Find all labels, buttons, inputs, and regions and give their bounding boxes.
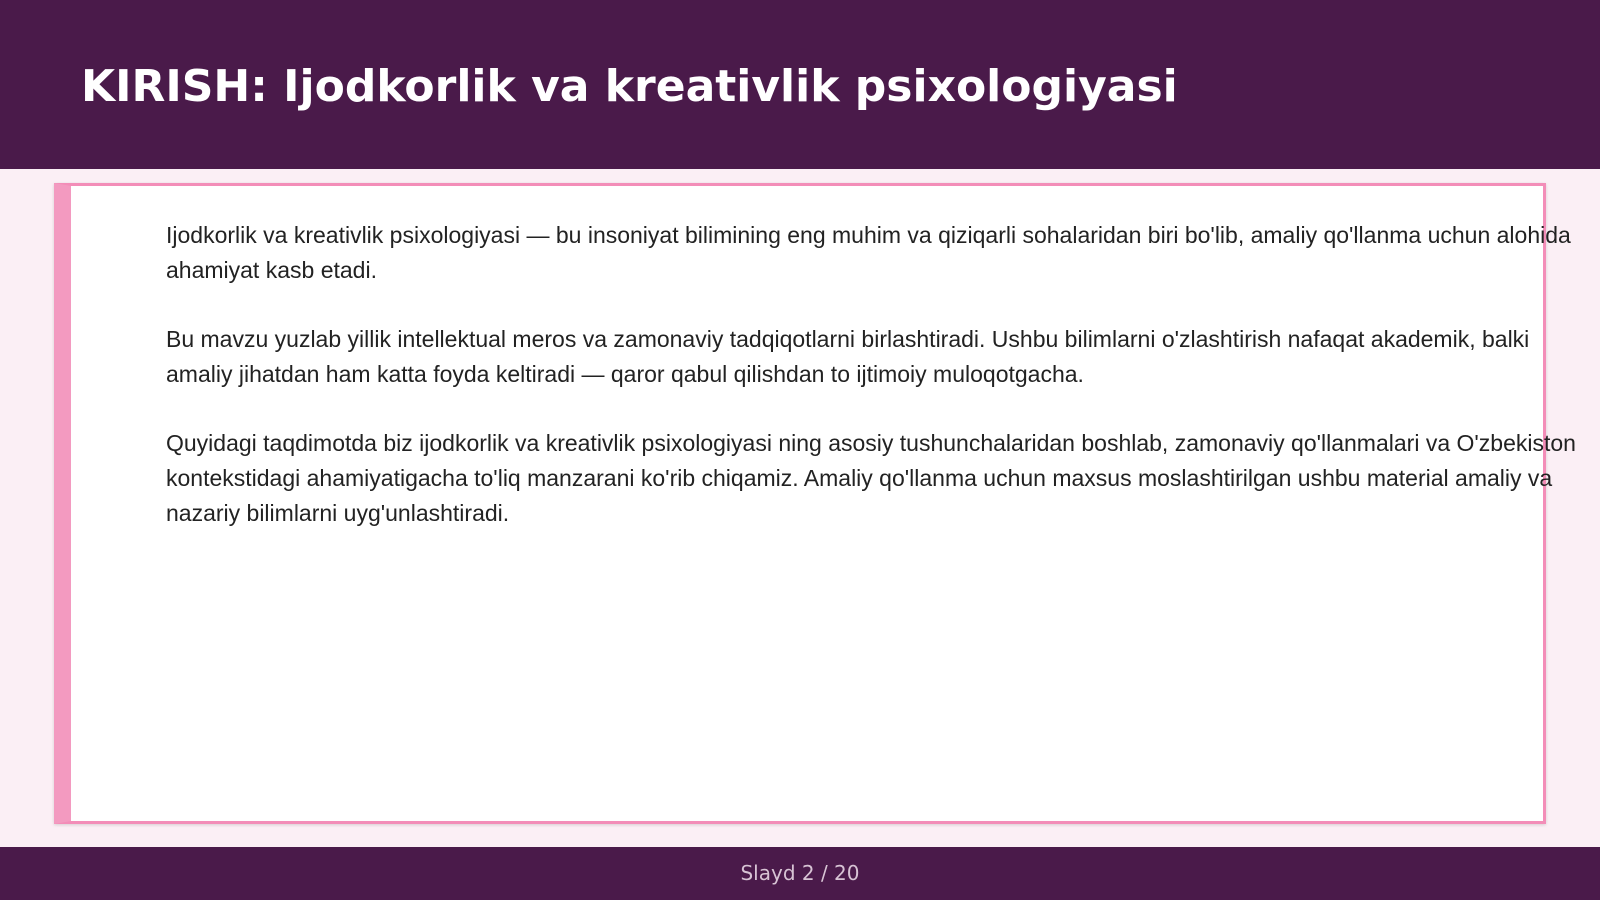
slide-counter: Slayd 2 / 20 [740, 861, 860, 885]
heritage-paragraph: Bu mavzu yuzlab yillik intellektual meros va zamonaviy tadqiqotlarni birlashtiradi. Ushbu bilimlarni o'zlashtirish nafaqat akademik, balki amaliy jihatdan ham katta foyda keltiradi — qaror qabul qilishdan to ijtimoiy muloqotgacha. [166, 326, 1530, 387]
overview-paragraph: Quyidagi taqdimotda biz ijodkorlik va kreativlik psixologiyasi ning asosiy tushunchalaridan boshlab, zamonaviy qo'llanmalari va O'zbekiston kontekstidagi ahamiyatigacha to'liq manzarani ko'rib chiqamiz. Amaliy qo'llanma uchun maxsus moslashtirilgan ushbu material amaliy va nazariy bilimlarni uyg'unlashtiradi. [166, 430, 1576, 526]
intro-paragraph: Ijodkorlik va kreativlik psixologiyasi — bu insoniyat bilimining eng muhim va qiziqarli sohalaridan biri bo'lib, amaliy qo'llanma uchun alohida ahamiyat kasb etadi. [166, 222, 1571, 283]
slide-footer [0, 847, 1600, 900]
slide-header [0, 0, 1600, 169]
content-card [54, 183, 1576, 824]
slide-title: KIRISH: Ijodkorlik va kreativlik psixologiyasi [81, 61, 1178, 112]
